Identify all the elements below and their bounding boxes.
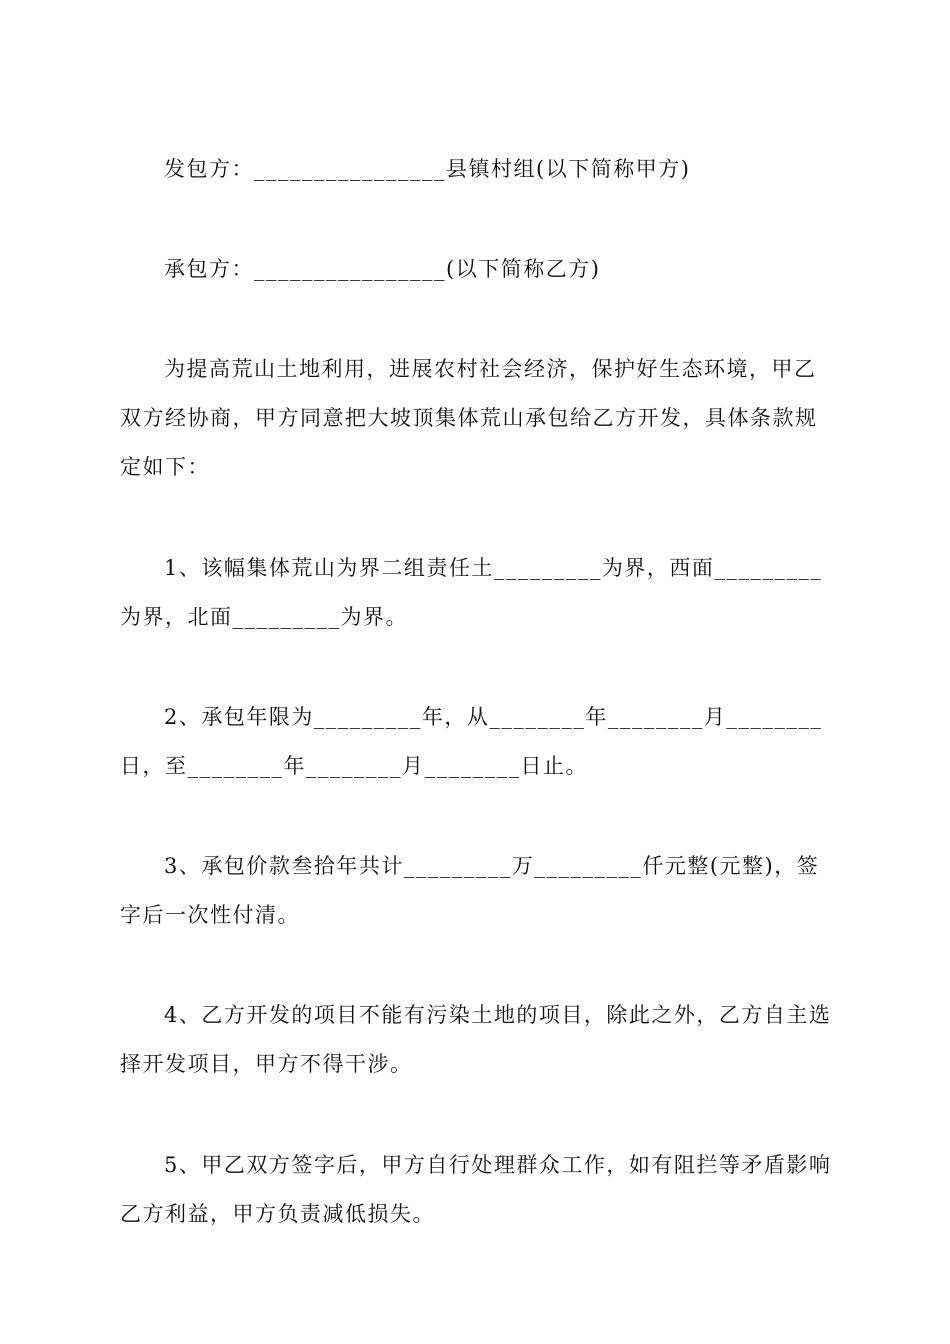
party-b-line: 承包方：________________(以下简称乙方) bbox=[164, 257, 601, 281]
intro-paragraph: 为提高荒山土地利用，进展农村社会经济，保护好生态环境，甲乙双方经协商，甲方同意把大坡顶集体荒山承包给乙方开发，具体条款规定如下： bbox=[120, 357, 818, 479]
clause-1: 1、该幅集体荒山为界二组责任土_________为界，西面_________为界，北面_________为界。 bbox=[120, 556, 823, 629]
clause-5: 5、甲乙双方签字后，甲方自行处理群众工作，如有阻拦等矛盾影响乙方利益，甲方负责减低损失。 bbox=[120, 1153, 832, 1226]
party-a-line: 发包方：________________县镇村组(以下简称甲方) bbox=[164, 157, 691, 181]
clause-2: 2、承包年限为_________年，从________年________月________日，至________年________月________日止。 bbox=[120, 705, 823, 778]
clause-3: 3、承包价款叁拾年共计_________万_________仟元整(元整)，签字后一次性付清。 bbox=[120, 854, 820, 927]
clause-4: 4、乙方开发的项目不能有污染土地的项目，除此之外，乙方自主选择开发项目，甲方不得干涉。 bbox=[120, 1003, 832, 1076]
